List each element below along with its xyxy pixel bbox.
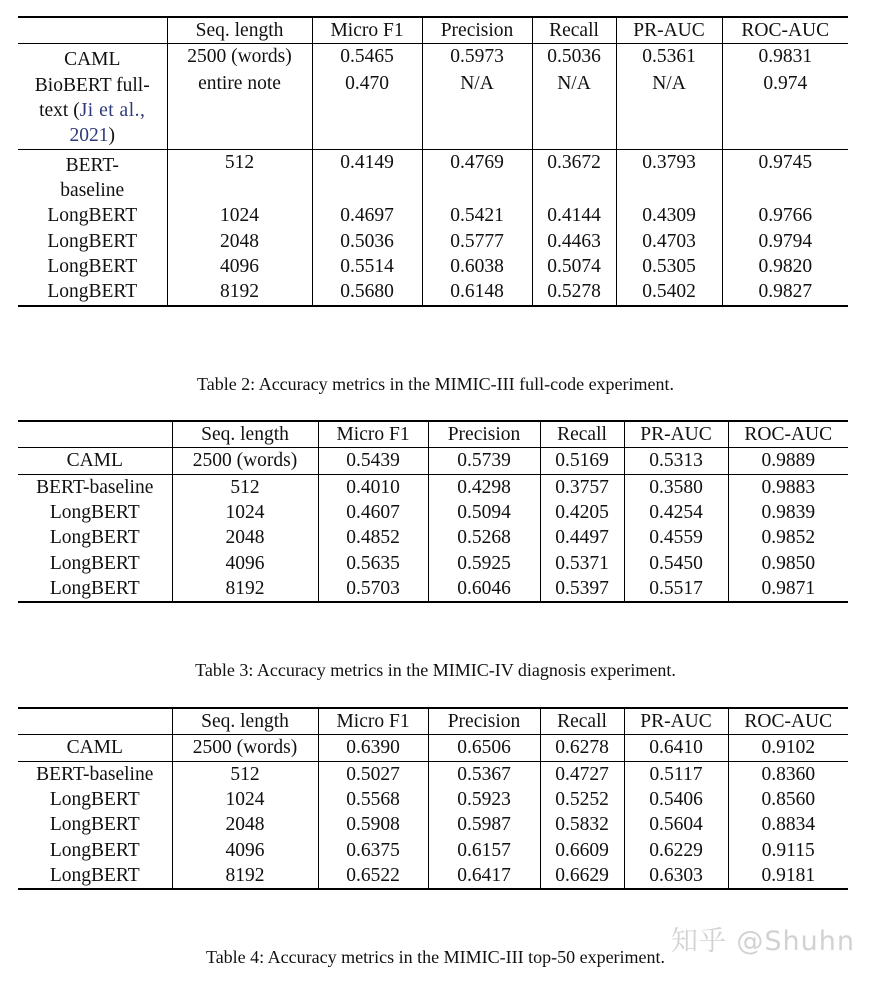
cell-precision: 0.4298 [428, 475, 540, 500]
row-name: LongBERT [49, 789, 140, 811]
table-row [18, 812, 848, 837]
cell-micro-f1: 0.5908 [318, 812, 428, 837]
row-name: LongBERT [49, 814, 140, 836]
header-micro-f1: Micro F1 [312, 18, 422, 44]
cell-seq-length: 4096 [172, 838, 318, 863]
header-pr-auc: PR-AUC [624, 709, 728, 735]
cite-prefix: text ( [39, 100, 80, 122]
table-2-header-row [18, 18, 848, 44]
row-name-bert-baseline [18, 150, 167, 204]
row-name: LongBERT [49, 502, 140, 524]
cell-pr-auc: 0.3793 [616, 150, 722, 178]
cell-roc-auc: 0.9745 [722, 150, 848, 178]
bottomrule [18, 602, 848, 603]
header-blank [18, 422, 172, 448]
header-blank [18, 709, 172, 735]
cell-roc-auc: 0.9794 [722, 229, 848, 254]
table-row [18, 838, 848, 863]
cell-roc-auc: 0.9766 [722, 203, 848, 228]
cell-pr-auc: 0.3580 [624, 475, 728, 500]
cell-micro-f1: 0.5703 [318, 576, 428, 602]
cell-pr-auc: 0.4309 [616, 203, 722, 228]
cell-micro-f1: 0.5439 [318, 448, 428, 474]
row-name: LongBERT [47, 256, 138, 278]
cell-micro-f1: 0.6390 [318, 735, 428, 761]
cell-roc-auc: 0.9871 [728, 576, 848, 602]
cell-recall: 0.5036 [532, 44, 616, 70]
table-row [18, 44, 848, 70]
cell-micro-f1: 0.6375 [318, 838, 428, 863]
row-name: BERT-baseline [36, 476, 154, 498]
cell-micro-f1: 0.6522 [318, 863, 428, 889]
cell-pr-auc: 0.4559 [624, 525, 728, 550]
cell-pr-auc: N/A [616, 71, 722, 97]
table-row [18, 735, 848, 761]
cell-recall: 0.4497 [540, 525, 624, 550]
row-name-caml-biobert [18, 44, 167, 149]
cell-pr-auc: 0.5117 [624, 762, 728, 787]
cell-precision: 0.6046 [428, 576, 540, 602]
table-row [18, 254, 848, 279]
table-4-block [18, 707, 848, 890]
cell-roc-auc: 0.9820 [722, 254, 848, 279]
cell-recall: 0.4205 [540, 500, 624, 525]
table-row [18, 525, 848, 550]
cell-seq-length: 1024 [167, 203, 312, 228]
cell-seq-length: 512 [172, 475, 318, 500]
header-pr-auc: PR-AUC [624, 422, 728, 448]
citation-link[interactable]: Ji et al., [79, 100, 146, 122]
cell-precision: 0.6506 [428, 735, 540, 761]
cell-pr-auc: 0.4703 [616, 229, 722, 254]
cell-micro-f1: 0.5027 [318, 762, 428, 787]
cell-recall: 0.5371 [540, 551, 624, 576]
table-4-caption: Table 4: Accuracy metrics in the MIMIC-III top-50 experiment. [205, 947, 666, 967]
cell-roc-auc: 0.9827 [722, 279, 848, 305]
row-name: CAML [66, 450, 123, 472]
cell-pr-auc: 0.5305 [616, 254, 722, 279]
header-recall: Recall [540, 422, 624, 448]
cell-pr-auc: 0.5406 [624, 787, 728, 812]
header-pr-auc: PR-AUC [616, 18, 722, 44]
bottomrule [18, 889, 848, 890]
cell-recall: N/A [532, 71, 616, 97]
header-blank [18, 18, 167, 44]
row-name: CAML [66, 737, 123, 759]
cell-micro-f1: 0.470 [312, 71, 422, 97]
table-row [18, 279, 848, 305]
cell-micro-f1: 0.4149 [312, 150, 422, 178]
cell-recall: 0.6278 [540, 735, 624, 761]
table-row [18, 150, 848, 178]
table-3 [18, 420, 848, 603]
cell-precision: 0.5739 [428, 448, 540, 474]
table-3-header-row [18, 422, 848, 448]
row-name: LongBERT [49, 552, 140, 574]
header-roc-auc: ROC-AUC [728, 709, 848, 735]
header-recall: Recall [540, 709, 624, 735]
cell-recall: 0.3672 [532, 150, 616, 178]
row-name-line [18, 98, 167, 123]
table-row [18, 229, 848, 254]
cell-precision: 0.6417 [428, 863, 540, 889]
cell-recall: 0.5832 [540, 812, 624, 837]
cell-seq-length: 1024 [172, 787, 318, 812]
cell-micro-f1: 0.5465 [312, 44, 422, 70]
cell-seq-length: 1024 [172, 500, 318, 525]
cell-seq-length: 8192 [172, 863, 318, 889]
header-recall: Recall [532, 18, 616, 44]
table-2-block [18, 16, 848, 307]
cite-suffix: ) [108, 125, 115, 147]
cell-pr-auc: 0.5604 [624, 812, 728, 837]
table-row [18, 762, 848, 787]
cell-seq-length: 2048 [172, 525, 318, 550]
cell-seq-length: 8192 [172, 576, 318, 602]
row-name-line: CAML [64, 49, 121, 71]
cell-pr-auc: 0.5361 [616, 44, 722, 70]
cell-seq-length: 2048 [167, 229, 312, 254]
cell-recall: 0.3757 [540, 475, 624, 500]
table-row [18, 551, 848, 576]
cell-recall: 0.5169 [540, 448, 624, 474]
row-name: LongBERT [49, 527, 140, 549]
row-name-line: BioBERT full- [34, 74, 150, 96]
cell-roc-auc: 0.9889 [728, 448, 848, 474]
header-roc-auc: ROC-AUC [728, 422, 848, 448]
cell-recall: 0.4463 [532, 229, 616, 254]
cell-seq-length: 8192 [167, 279, 312, 305]
cell-micro-f1: 0.4607 [318, 500, 428, 525]
cell-pr-auc: 0.6303 [624, 863, 728, 889]
cell-precision: N/A [422, 71, 532, 97]
cell-roc-auc: 0.9115 [728, 838, 848, 863]
header-seq-length: Seq. length [172, 422, 318, 448]
cell-seq-length: 512 [172, 762, 318, 787]
table-row [18, 576, 848, 602]
header-roc-auc: ROC-AUC [722, 18, 848, 44]
cell-recall: 0.6629 [540, 863, 624, 889]
bottomrule [18, 306, 848, 307]
cell-pr-auc: 0.6229 [624, 838, 728, 863]
table-3-block [18, 420, 848, 603]
cell-recall: 0.6609 [540, 838, 624, 863]
cell-roc-auc: 0.9831 [722, 44, 848, 70]
cell-roc-auc: 0.9839 [728, 500, 848, 525]
cell-roc-auc: 0.8560 [728, 787, 848, 812]
cell-micro-f1: 0.4697 [312, 203, 422, 228]
header-micro-f1: Micro F1 [318, 422, 428, 448]
table-row [18, 863, 848, 889]
cell-precision: 0.5987 [428, 812, 540, 837]
cell-pr-auc: 0.5402 [616, 279, 722, 305]
cell-pr-auc: 0.4254 [624, 500, 728, 525]
cell-micro-f1: 0.5568 [318, 787, 428, 812]
row-name: LongBERT [47, 281, 138, 303]
cell-precision: 0.5421 [422, 203, 532, 228]
cell-pr-auc: 0.5450 [624, 551, 728, 576]
cell-roc-auc: 0.9181 [728, 863, 848, 889]
cell-roc-auc: 0.9852 [728, 525, 848, 550]
cell-seq-length: 4096 [167, 254, 312, 279]
table-4 [18, 707, 848, 890]
cell-precision: 0.5094 [428, 500, 540, 525]
zhihu-watermark: 知乎 @Shuhn [670, 926, 855, 957]
cell-pr-auc: 0.6410 [624, 735, 728, 761]
cell-pr-auc: 0.5313 [624, 448, 728, 474]
header-precision: Precision [428, 709, 540, 735]
table-4-header-row [18, 709, 848, 735]
cell-seq-length: 2048 [172, 812, 318, 837]
row-name: BERT-baseline [36, 763, 154, 785]
cell-precision: 0.4769 [422, 150, 532, 178]
cell-precision: 0.5777 [422, 229, 532, 254]
cell-recall: 0.5397 [540, 576, 624, 602]
table-row [18, 500, 848, 525]
cell-roc-auc: 0.9883 [728, 475, 848, 500]
cell-seq-length: 512 [167, 150, 312, 178]
cell-recall: 0.5074 [532, 254, 616, 279]
header-precision: Precision [428, 422, 540, 448]
cell-precision: 0.5268 [428, 525, 540, 550]
row-name-line: BERT- [65, 154, 119, 176]
cell-precision: 0.5367 [428, 762, 540, 787]
cell-roc-auc: 0.9102 [728, 735, 848, 761]
table-3-caption: Table 3: Accuracy metrics in the MIMIC-IV diagnosis experiment. [195, 660, 676, 680]
row-name-line [18, 123, 167, 148]
cell-roc-auc: 0.8834 [728, 812, 848, 837]
row-name-line: baseline [60, 180, 125, 202]
cell-pr-auc: 0.5517 [624, 576, 728, 602]
row-name: LongBERT [47, 230, 138, 252]
table-2-caption: Table 2: Accuracy metrics in the MIMIC-III full-code experiment. [196, 374, 675, 394]
cell-recall: 0.4144 [532, 203, 616, 228]
cell-roc-auc: 0.8360 [728, 762, 848, 787]
row-name: LongBERT [49, 865, 140, 887]
table-2 [18, 16, 848, 307]
cell-micro-f1: 0.5036 [312, 229, 422, 254]
cell-micro-f1: 0.4852 [318, 525, 428, 550]
table-row [18, 203, 848, 228]
cell-roc-auc: 0.9850 [728, 551, 848, 576]
cell-seq-length: entire note [167, 71, 312, 97]
row-name: LongBERT [49, 839, 140, 861]
cell-precision: 0.6157 [428, 838, 540, 863]
cell-recall: 0.4727 [540, 762, 624, 787]
cell-micro-f1: 0.4010 [318, 475, 428, 500]
cell-seq-length: 2500 (words) [172, 735, 318, 761]
cell-micro-f1: 0.5514 [312, 254, 422, 279]
cell-precision: 0.6038 [422, 254, 532, 279]
cell-seq-length: 4096 [172, 551, 318, 576]
cell-recall: 0.5278 [532, 279, 616, 305]
cell-micro-f1: 0.5680 [312, 279, 422, 305]
header-precision: Precision [422, 18, 532, 44]
header-seq-length: Seq. length [172, 709, 318, 735]
cell-precision: 0.5923 [428, 787, 540, 812]
header-seq-length: Seq. length [167, 18, 312, 44]
cell-precision: 0.5973 [422, 44, 532, 70]
table-row [18, 448, 848, 474]
row-name: LongBERT [49, 578, 140, 600]
cell-roc-auc: 0.974 [722, 71, 848, 97]
citation-link-year[interactable]: 2021 [69, 125, 109, 147]
cell-seq-length: 2500 (words) [167, 44, 312, 70]
table-row [18, 787, 848, 812]
cell-recall: 0.5252 [540, 787, 624, 812]
cell-micro-f1: 0.5635 [318, 551, 428, 576]
table-row [18, 475, 848, 500]
cell-seq-length: 2500 (words) [172, 448, 318, 474]
cell-precision: 0.6148 [422, 279, 532, 305]
row-name: LongBERT [47, 205, 138, 227]
header-micro-f1: Micro F1 [318, 709, 428, 735]
cell-precision: 0.5925 [428, 551, 540, 576]
